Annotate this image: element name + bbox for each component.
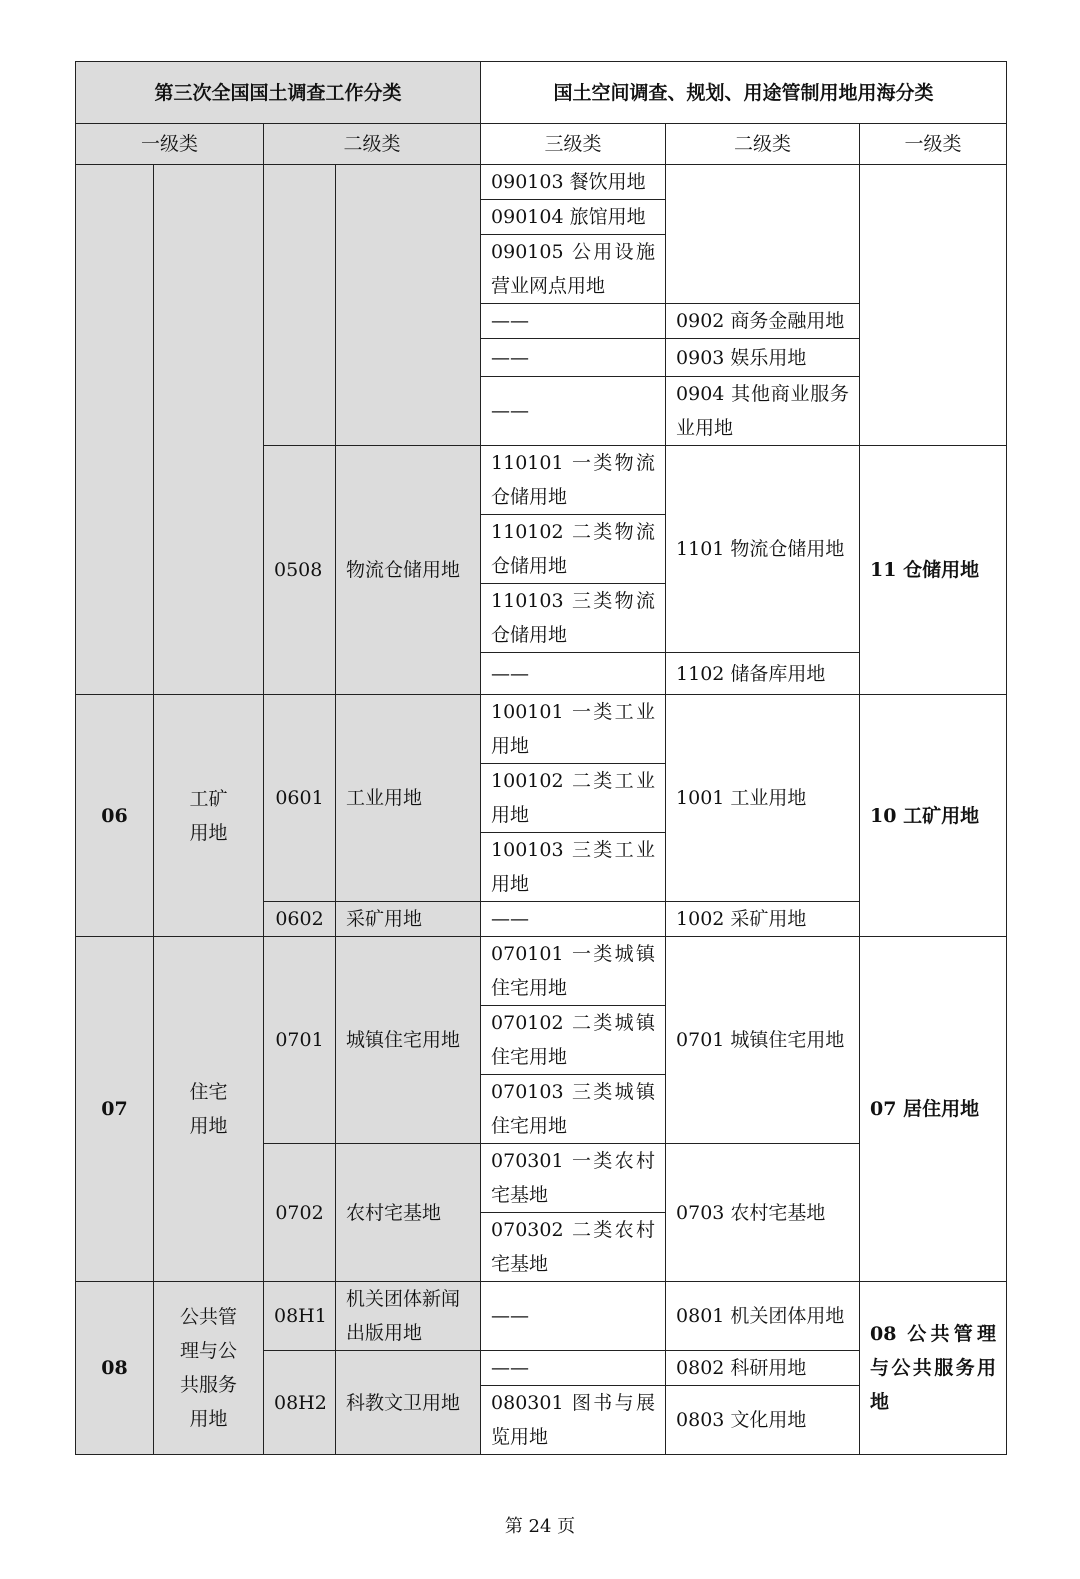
table-cell-0902: 0902 商务金融用地 [666,304,860,339]
col-header-level1-left: 一级类 [76,124,264,165]
table-cell-100101: 100101 一类工业用地 [481,695,666,764]
level2-name-0701: 城镇住宅用地 [336,937,481,1144]
table-cell-dash: —— [481,653,666,695]
table-cell-0803: 0803 文化用地 [666,1386,860,1455]
table-cell-dash: —— [481,902,666,937]
level2-name-0508: 物流仓储用地 [336,446,481,695]
col-header-level1-right: 一级类 [860,124,1007,165]
table-cell-090105: 090105 公用设施营业网点用地 [481,235,666,304]
table-cell-0802: 0802 科研用地 [666,1351,860,1386]
level2-code-0508: 0508 [264,446,336,695]
col-header-level2-left: 二级类 [264,124,481,165]
table-cell-1002: 1002 采矿用地 [666,902,860,937]
level1-right-07: 07 居住用地 [860,937,1007,1282]
level2-code-0701: 0701 [264,937,336,1144]
level2-code-0702: 0702 [264,1144,336,1282]
table-cell-110101: 110101 一类物流仓储用地 [481,446,666,515]
level2-name-0602: 采矿用地 [336,902,481,937]
col-header-level2-right: 二级类 [666,124,860,165]
table-cell-1101: 1101 物流仓储用地 [666,446,860,653]
col-header-level3-right: 三级类 [481,124,666,165]
level2-code-continued [264,165,336,446]
table-cell-1102: 1102 储备库用地 [666,653,860,695]
table-cell-dash: —— [481,1351,666,1386]
table-cell-080301: 080301 图书与展览用地 [481,1386,666,1455]
level2-code-08H1: 08H1 [264,1282,336,1351]
table-cell-110103: 110103 三类物流仓储用地 [481,584,666,653]
level1-right-10: 10 工矿用地 [860,695,1007,937]
table-cell-110102: 110102 二类物流仓储用地 [481,515,666,584]
level1-name-08: 公共管理与公共服务用地 [154,1282,264,1455]
level1-code-08: 08 [76,1282,154,1455]
header-right-title: 国土空间调查、规划、用途管制用地用海分类 [481,62,1007,124]
level2-name-continued [336,165,481,446]
table-cell-070102: 070102 二类城镇住宅用地 [481,1006,666,1075]
table-cell-100102: 100102 二类工业用地 [481,764,666,833]
level1-name-continued [154,165,264,695]
level1-right-11: 11 仓储用地 [860,446,1007,695]
table-cell-empty [666,165,860,304]
table-cell-dash: —— [481,304,666,339]
table-cell-070301: 070301 一类农村宅基地 [481,1144,666,1213]
level2-code-0602: 0602 [264,902,336,937]
page-number: 第 24 页 [504,1516,576,1537]
table-cell-070103: 070103 三类城镇住宅用地 [481,1075,666,1144]
table-cell-0904: 0904 其他商业服务业用地 [666,377,860,446]
level2-code-08H2: 08H2 [264,1351,336,1455]
level1-name-07: 住宅用地 [154,937,264,1282]
level2-code-0601: 0601 [264,695,336,902]
table-cell-090103: 090103 餐饮用地 [481,165,666,200]
table-cell-0703: 0703 农村宅基地 [666,1144,860,1282]
level2-name-08H1: 机关团体新闻出版用地 [336,1282,481,1351]
level1-name-06: 工矿用地 [154,695,264,937]
level2-name-0601: 工业用地 [336,695,481,902]
level2-name-08H2: 科教文卫用地 [336,1351,481,1455]
table-cell-dash: —— [481,377,666,446]
table-cell-090104: 090104 旅馆用地 [481,200,666,235]
level2-name-0702: 农村宅基地 [336,1144,481,1282]
table-cell-empty [860,165,1007,446]
table-cell-070101: 070101 一类城镇住宅用地 [481,937,666,1006]
table-cell-dash: —— [481,339,666,377]
table-cell-070302: 070302 二类农村宅基地 [481,1213,666,1282]
level1-right-08: 08 公共管理与公共服务用地 [860,1282,1007,1455]
table-cell-0801: 0801 机关团体用地 [666,1282,860,1351]
level1-code-06: 06 [76,695,154,937]
table-cell-100103: 100103 三类工业用地 [481,833,666,902]
header-left-title: 第三次全国国土调查工作分类 [76,62,481,124]
land-classification-table [75,61,1007,1455]
level1-code-continued [76,165,154,695]
table-cell-dash: —— [481,1282,666,1351]
table-cell-1001: 1001 工业用地 [666,695,860,902]
table-cell-0903: 0903 娱乐用地 [666,339,860,377]
table-cell-0701: 0701 城镇住宅用地 [666,937,860,1144]
level1-code-07: 07 [76,937,154,1282]
